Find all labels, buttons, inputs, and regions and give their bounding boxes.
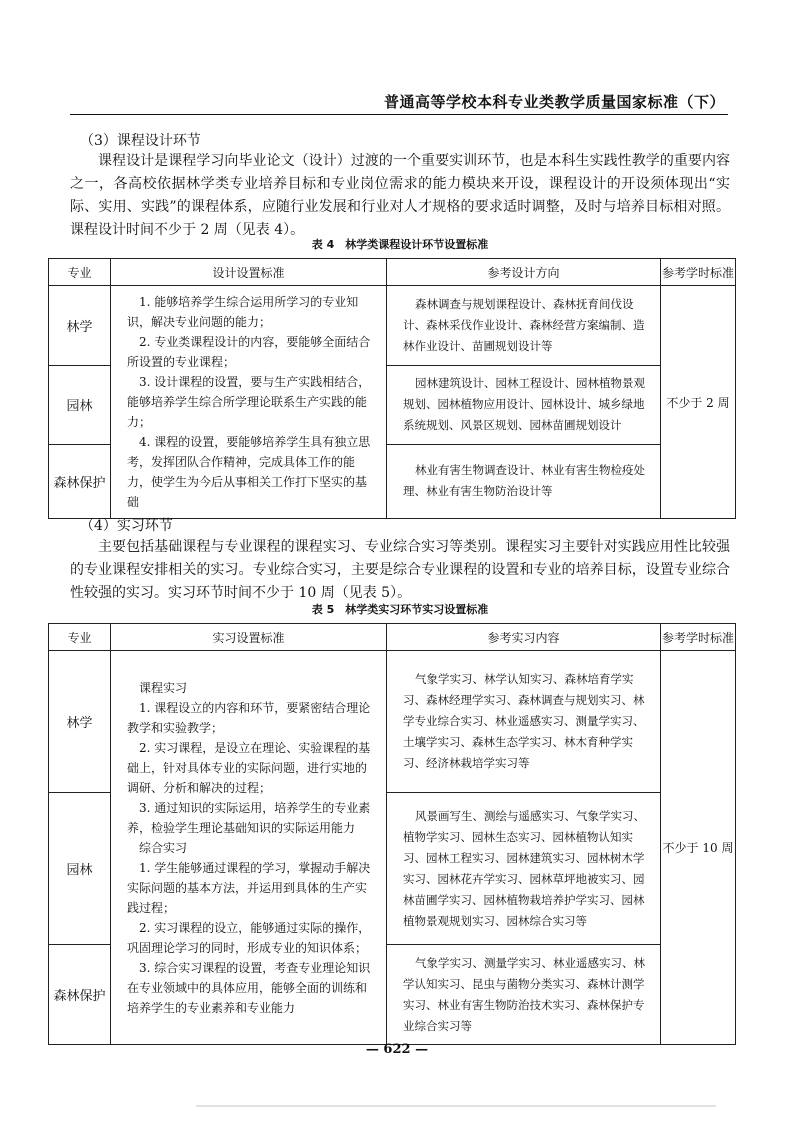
- table-header-row: [49, 624, 736, 651]
- content-text: 风景画写生、测绘与遥感实习、气象学实习、植物学实习、园林生态实习、园林植物认知实习、园林工程实习、园林建筑实习、园林树木学实习、园林花卉学实习、园林草坪地被实习、园林苗圃学实习、园林植物栽培养护学实习、园林植物景观规划实习、园林综合实习等: [403, 808, 645, 928]
- table-4: [48, 258, 736, 519]
- standard-subheading: 课程实习: [139, 680, 188, 695]
- design-standard-cell: [111, 286, 387, 519]
- standard-item: 3. 通过知识的实际运用，培养学生的专业素养，检验学生理论基础知识的实际运用能力: [127, 800, 371, 835]
- internship-standard-cell: [111, 651, 387, 1045]
- major-cell: 森林保护: [49, 444, 111, 518]
- standard-item: 2. 专业类课程设计的内容，要能够全面结合所设置的专业课程；: [127, 335, 371, 369]
- column-header-major: 专业: [49, 259, 111, 286]
- scan-noise: [196, 1105, 716, 1107]
- section-3-paragraph: 课程设计是课程学习向毕业论文（设计）过渡的一个重要实训环节，也是本科生实践性教学的重要内容之一，各高校依据林学类专业培养目标和专业岗位需求的能力模块来开设，课程设计的开设须体现出“实际、实用、实践”的课程体系，应随行业发展和行业对人才规格的要求适时调整，及时与培养目标相对照。课程设计时间不少于 2 周（见表 4）。: [70, 153, 730, 238]
- major-cell: 林学: [49, 651, 111, 793]
- direction-text: 园林建筑设计、园林工程设计、园林植物景观规划、园林植物应用设计、园林设计、城乡绿地系统规划、风景区规划、园林苗圃规划设计: [403, 376, 645, 433]
- content-cell: [387, 651, 661, 793]
- content-cell: [387, 945, 661, 1045]
- standard-item: 2. 实习课程，是设立在理论、实验课程的基础上，针对具体专业的实际问题，进行实地的调研、分析和解决的过程；: [127, 740, 371, 795]
- table-5-caption: 表 5 林学类实习环节实习设置标准: [311, 603, 489, 616]
- major-cell: 森林保护: [49, 945, 111, 1045]
- direction-text: 森林调查与规划课程设计、森林抚育间伐设计、森林采伐作业设计、森林经营方案编制、造林作业设计、苗圃规划设计等: [403, 296, 645, 353]
- page-number: — 622 —: [365, 1042, 429, 1057]
- direction-cell: [387, 365, 661, 444]
- major-cell: 园林: [49, 793, 111, 945]
- column-header-direction: 参考设计方向: [387, 259, 661, 286]
- column-header-standard: 设计设置标准: [111, 259, 387, 286]
- table-4-caption: 表 4 林学类课程设计环节设置标准: [311, 238, 489, 251]
- table-row: [49, 286, 736, 366]
- direction-cell: [387, 286, 661, 366]
- hours-cell: 不少于 2 周: [661, 286, 736, 519]
- major-cell: 林学: [49, 286, 111, 366]
- direction-text: 林业有害生物调查设计、林业有害生物检疫处理、林业有害生物防治设计等: [403, 463, 645, 499]
- column-header-major: 专业: [49, 624, 111, 651]
- standard-item: 3. 设计课程的设置，要与生产实践相结合，能够培养学生综合所学理论联系生产实践的能力；: [127, 375, 371, 429]
- table-header-row: [49, 259, 736, 286]
- content-text: 气象学实习、林学认知实习、森林培育学实习、森林经理学实习、森林调查与规划实习、林学专业综合实习、林业遥感实习、测量学实习、土壤学实习、森林生态学实习、林木育种学实习、经济林栽培学实习等: [403, 672, 645, 770]
- header-rule: [70, 114, 728, 115]
- direction-cell: [387, 444, 661, 518]
- section-3-heading: （3）课程设计环节: [80, 133, 201, 149]
- column-header-hours: 参考学时标准: [661, 624, 736, 651]
- content-text: 气象学实习、测量学实习、林业遥感实习、林学认知实习、昆虫与菌物分类实习、森林计测学实习、林业有害生物防治技术实习、森林保护专业综合实习等: [403, 955, 645, 1033]
- column-header-standard: 实习设置标准: [111, 624, 387, 651]
- content-cell: [387, 793, 661, 945]
- major-cell: 园林: [49, 365, 111, 444]
- standard-item: 1. 课程设立的内容和环节，要紧密结合理论教学和实验教学；: [127, 700, 371, 735]
- running-header: 普通高等学校本科专业类教学质量国家标准（下）: [383, 93, 725, 111]
- column-header-hours: 参考学时标准: [661, 259, 736, 286]
- table-5: [48, 623, 736, 1045]
- standard-subheading: 综合实习: [139, 840, 188, 855]
- hours-cell: 不少于 10 周: [661, 651, 736, 1045]
- standard-item: 2. 实习课程的设立，能够通过实际的操作，巩固理论学习的同时，形成专业的知识体系；: [127, 920, 371, 955]
- standard-item: 1. 学生能够通过课程的学习，掌握动手解决实际问题的基本方法，并运用到具体的生产实践过程；: [127, 860, 371, 915]
- column-header-content: 参考实习内容: [387, 624, 661, 651]
- table-row: [49, 651, 736, 793]
- standard-item: 1. 能够培养学生综合运用所学习的专业知识，解决专业问题的能力；: [127, 295, 359, 329]
- standard-item: 4. 课程的设置，要能够培养学生具有独立思考，发挥团队合作精神，完成具体工作的能力，使学生为今后从事相关工作打下坚实的基础: [127, 435, 371, 509]
- standard-item: 3. 综合实习课程的设置，考查专业理论知识在专业领域中的具体应用，能够全面的训练和培养学生的专业素养和专业能力: [127, 960, 371, 1015]
- section-4-paragraph: 主要包括基础课程与专业课程的课程实习、专业综合实习等类别。课程实习主要针对实践应用性比较强的专业课程安排相关的实习。专业综合实习，主要是综合专业课程的设置和专业的培养目标，设置专业综合性较强的实习。实习环节时间不少于 10 周（见表 5）。: [70, 539, 730, 601]
- section-4-heading: （4）实习环节: [80, 518, 173, 534]
